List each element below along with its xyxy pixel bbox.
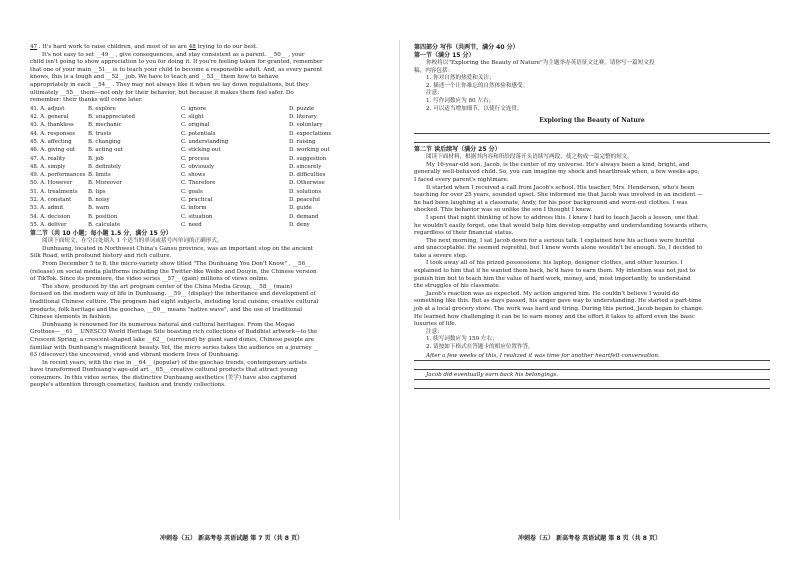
note-line: 1. 续写词数应为 150 左右； bbox=[426, 336, 498, 343]
option-d: D. deny bbox=[289, 221, 310, 228]
text-line: traditional Chinese culture. The program had eight subjects, including local cuisine, creative cultural bbox=[30, 298, 319, 305]
option-b: B. Moreover bbox=[88, 180, 122, 187]
text-line: Silk Road, with profound history and rich culture. bbox=[30, 253, 172, 260]
option-c: C. understanding bbox=[181, 138, 229, 145]
option-b: B. acting out bbox=[88, 147, 124, 154]
note-line: 2. 请按如下格式在答题卡的相应位置作答。 bbox=[426, 344, 534, 350]
answer-line bbox=[414, 381, 770, 389]
option-a: 55. A. deliver bbox=[30, 221, 67, 228]
option-d: D. solutions bbox=[289, 188, 322, 195]
text-line: appropriately in each __54__ . They may not always like it when we lay down regulations, but they bbox=[30, 81, 309, 88]
option-row bbox=[30, 222, 386, 229]
option-row bbox=[30, 214, 386, 221]
option-b: B. tips bbox=[88, 188, 106, 195]
page-footer: 冲刺卷（五） 新高考卷 英语试题 第 7 页（共 8 页） bbox=[160, 535, 303, 542]
page-footer: 冲刺卷（五） 新高考卷 英语试题 第 8 页（共 8 页） bbox=[518, 535, 661, 542]
text-line: the struggles of his classmate. bbox=[414, 283, 501, 290]
option-a: 53. A. admit bbox=[30, 205, 64, 212]
text-line: consumers. In this video series, the distinctive Dunhuang aesthetics (美学) have also captured bbox=[30, 374, 297, 381]
option-d: D. guide bbox=[289, 205, 312, 212]
text-line: remember: their thanks will come later. bbox=[30, 97, 143, 104]
option-d: D. voluntary bbox=[289, 122, 323, 129]
text-line: The show, produced by the art program center of the China Media Group, __58__ (main) bbox=[42, 283, 293, 290]
task-line: 1. 写作词数应为 80 左右； bbox=[426, 97, 495, 104]
option-d: D. literary bbox=[289, 114, 317, 121]
text-line: I faced every parent's nightmare. bbox=[414, 176, 509, 183]
blank-47: 47 bbox=[30, 44, 38, 50]
option-a: 52. A. constant bbox=[30, 197, 72, 204]
option-a: 51. A. treatments bbox=[30, 188, 78, 195]
text-line: ultimately __55__ them—not only for their behavior, but because it makes them feel safer. Do bbox=[30, 89, 294, 96]
option-b: B. calculate bbox=[88, 221, 121, 228]
cloze-paragraph bbox=[30, 52, 386, 105]
essay-title: Exploring the Beauty of Nature bbox=[539, 117, 645, 125]
text-line: regardless of their financial status. bbox=[414, 230, 514, 237]
text-line: products, folk heritage and the guochao, __60__ means "native wave", and the use of traditional bbox=[30, 306, 302, 313]
option-d: D. suggestion bbox=[289, 155, 327, 162]
text-line: have transformed Dunhuang's age-old art __65__ creative cultural products that attract young bbox=[30, 367, 298, 374]
note-line: 注意： bbox=[426, 328, 443, 335]
text-line: knows, this is a tough and __52__ job. We have to teach and __53__ them how to behave bbox=[30, 74, 279, 81]
part4-heading: 第四部分 写作（共两节，满分 40 分） bbox=[414, 44, 519, 51]
task-line: 2. 描述一个让你难忘的自然体验和感受。 bbox=[426, 82, 529, 89]
option-row bbox=[30, 180, 386, 187]
option-d: D. difficulties bbox=[289, 172, 326, 179]
option-c: C. shows bbox=[181, 172, 206, 179]
answer-line bbox=[414, 126, 770, 134]
text-line: 63 (discover) the uncovered, vivid and vibrant modern lives of Dunhuang. bbox=[30, 352, 240, 359]
task-line: 1. 你对自然的热爱和关注； bbox=[426, 75, 495, 82]
option-a: 44. A. responses bbox=[30, 130, 76, 137]
option-row bbox=[30, 189, 386, 196]
option-d: D. raising bbox=[289, 138, 316, 145]
section2-heading: 第二节（共 10 小题；每小题 1.5 分，满分 15 分） bbox=[30, 230, 172, 238]
text-line: take a severe step. bbox=[414, 252, 468, 259]
option-c: C. original bbox=[181, 122, 210, 129]
text-line: My 16-year-old son, Jacob, is the center of my universe. He's always been a kind, bright, and bbox=[426, 161, 690, 168]
task-line: 你校将以"Exploring the Beauty of Nature"为主题举办英语征文比赛。请你写一篇短文投 bbox=[426, 60, 655, 66]
text-line: It's not easy to set __49__ , give consequences, and stay consistent as a parent. __50__ , your bbox=[42, 51, 305, 58]
option-c: C. need bbox=[181, 221, 202, 228]
option-b: B. unappreciated bbox=[88, 114, 135, 121]
option-b: B. changing bbox=[88, 138, 121, 145]
text-line: Grottoes—__61__ UNESCO World Heritage Site boasting rich collections of Buddhist artwork—to the bbox=[30, 329, 318, 336]
text-line: Dunhuang, located in Northwest China's Gansu province, was an important stop on the ancient bbox=[42, 245, 314, 252]
option-b: B. warn bbox=[88, 205, 110, 212]
text-line: In recent years, with the rise in __64__ (popular) of the guochao trends, contemporary artists bbox=[42, 359, 307, 366]
writing-task-1 bbox=[414, 60, 770, 113]
text-line: job at a local grocery store. The work was hard and tiring. During this period, Jacob began to change. bbox=[414, 306, 704, 313]
option-a: 48. A. simply bbox=[30, 163, 66, 170]
text-line: focused on the modern way of life in Dunhuang. __59__ (display) the inheritance and development of bbox=[30, 291, 316, 298]
option-c: C. slight bbox=[181, 114, 204, 121]
option-a: 47. A. reality bbox=[30, 155, 66, 162]
option-c: C. inform bbox=[181, 205, 207, 212]
blank-48: 48 bbox=[188, 44, 196, 50]
continuation-notes bbox=[414, 329, 770, 352]
option-row bbox=[30, 156, 386, 163]
lead-text-a: . It's hard work to raise children, and most of us are bbox=[38, 44, 187, 50]
option-d: D. expectations bbox=[289, 130, 332, 137]
text-line: explained to him that if he wanted them back, he'd have to earn them. My intention was not just to bbox=[414, 268, 696, 275]
option-a: 45. A. affecting bbox=[30, 138, 72, 145]
option-c: C. process bbox=[181, 155, 210, 162]
option-d: D. working out bbox=[289, 147, 330, 154]
option-row bbox=[30, 131, 386, 138]
paragraph-prompt-1: After a few weeks of this, I realized it was time for another heartfelt conversation. bbox=[414, 352, 770, 361]
option-b: B. definitely bbox=[88, 163, 121, 170]
text-line: From December 5 to 8, the micro-variety show titled "The Dunhuang You Don't Know" , __56__ bbox=[42, 260, 311, 267]
option-row bbox=[30, 197, 386, 204]
option-c: C. ignore bbox=[181, 105, 207, 112]
option-c: C. sticking out bbox=[181, 147, 221, 154]
option-row bbox=[30, 139, 386, 146]
text-line: he had been laughing at a classmate, Andy, for his poor background and worn-out clothes. I was bbox=[414, 199, 688, 206]
option-d: D. Otherwise bbox=[289, 180, 325, 187]
text-line: Chinese elements in fashion. bbox=[30, 314, 112, 321]
option-a: 41. A. adjust bbox=[30, 105, 65, 112]
option-row bbox=[30, 205, 386, 212]
option-d: D. puzzle bbox=[289, 105, 315, 112]
option-b: B. limits bbox=[88, 172, 111, 179]
text-line: Jacob's reaction was as expected. My action angered him. He couldn't believe I would do bbox=[426, 290, 679, 297]
section2-instruction: 阅读下面材料，根据其内容和所给段落开头语续写两段，使之构成一篇完整的短文。 bbox=[426, 154, 633, 161]
right-page bbox=[400, 0, 800, 566]
grammar-passage bbox=[30, 246, 386, 390]
option-c: C. situation bbox=[181, 213, 213, 220]
option-b: B. explore bbox=[88, 105, 116, 112]
option-d: D. sincerely bbox=[289, 163, 322, 170]
option-row bbox=[30, 122, 386, 129]
lead-text-b: trying to do our best. bbox=[197, 44, 258, 50]
option-row bbox=[30, 106, 386, 113]
option-b: B. noisy bbox=[88, 197, 110, 204]
text-line: child isn't going to show appreciation to you for doing it. If you're feeling taken for granted, remember bbox=[30, 59, 323, 66]
option-a: 49. A. performances bbox=[30, 172, 86, 179]
option-a: 43. A. thankless bbox=[30, 122, 74, 129]
text-line: Crescent Spring, a crescent-shaped lake __62__ (surround) by giant sand dunes, Chinese people are bbox=[30, 336, 315, 343]
option-b: B. trusts bbox=[88, 130, 112, 137]
text-line: that one of your main __51__ is to teach your child to become a responsible adult. And, as every parent bbox=[30, 66, 323, 73]
text-line: something like this. But as days passed, his anger gave way to understanding. He started a part-time bbox=[414, 298, 702, 305]
text-line: shocked. This behavior was so unlike the son I thought I knew. bbox=[414, 207, 592, 214]
text-line: generally well-behaved child. So, you can imagine my shock and heartbreak when, a few weeks ago, bbox=[414, 169, 700, 176]
text-line: familiar with Dunhuang's magnificent beauty. Yet, the micro series takes the audience on a journey __ bbox=[30, 344, 320, 351]
text-line: Dunhuang is renowned for its numerous natural and cultural heritages. From the Mogao bbox=[42, 321, 295, 328]
text-line: He learned how challenging it can be to earn money and the effort it takes to afford even the basic bbox=[414, 313, 695, 320]
task-line: 注意： bbox=[426, 90, 443, 97]
option-c: C. goals bbox=[181, 188, 203, 195]
option-a: 46. A. giving out bbox=[30, 147, 76, 154]
text-line: It started when I received a call from Jacob's school. His teacher, Mrs. Henderson, who's been bbox=[426, 184, 695, 191]
option-c: C. potentials bbox=[181, 130, 216, 137]
lead-line bbox=[30, 44, 386, 52]
option-b: B. position bbox=[88, 213, 118, 220]
text-line: I took away all of his prized possessions: his laptop, designer clothes, and other luxuries. I bbox=[426, 260, 683, 267]
task-line: 稿，内容包括： bbox=[414, 67, 454, 74]
option-b: B. mechanic bbox=[88, 122, 122, 129]
option-d: D. demand bbox=[289, 213, 319, 220]
option-row bbox=[30, 164, 386, 171]
option-row bbox=[30, 114, 386, 121]
options-table bbox=[30, 106, 386, 229]
text-line: he wouldn't easily forget, one that would help him develop empathy and understanding towards others, bbox=[414, 222, 709, 229]
text-line: and unacceptable. He seemed regretful, but I knew words alone wouldn't be enough. So, I decided to bbox=[414, 245, 703, 252]
option-a: 42. A. general bbox=[30, 114, 69, 121]
text-line: punish him but to teach him the value of hard work, money, and, most importantly, to understand bbox=[414, 275, 691, 282]
option-c: C. Therefore bbox=[181, 180, 216, 187]
paragraph-prompt-2: Jacob did eventually earn back his belongings. bbox=[414, 371, 770, 380]
text-line: (release) on social media platforms including the Twitter-like Weibo and Douyin, the Chinese version bbox=[30, 268, 317, 275]
section2-instruction: 阅读下面短文，在空白处填入 1 个适当的单词或括号内单词的正确形式。 bbox=[42, 238, 223, 245]
answer-line bbox=[414, 362, 770, 370]
answer-line bbox=[414, 135, 770, 143]
option-a: 54. A. decision bbox=[30, 213, 71, 220]
text-line: I spent that night thinking of how to address this. I knew I had to teach Jacob a lesson, one that bbox=[426, 214, 699, 221]
option-a: 50. A. However bbox=[30, 180, 73, 187]
task-line: 2. 可以适当增加细节，以使行文连贯。 bbox=[426, 105, 523, 112]
text-line: people's attention through cosmetics, fashion and trendy collections. bbox=[30, 382, 226, 389]
section2-heading: 第二节 读后续写（满分 25 分） bbox=[414, 146, 501, 154]
text-line: luxuries of life. bbox=[414, 321, 457, 328]
text-line: teaching for over 25 years, sounded upset. She informed me that Jacob was involved in an incident — bbox=[414, 192, 703, 199]
option-d: D. peaceful bbox=[289, 197, 320, 204]
option-row bbox=[30, 147, 386, 154]
text-line: of TikTok. Since its premiere, the video series __57__ (gain) millions of views online. bbox=[30, 276, 269, 283]
option-b: B. job bbox=[88, 155, 104, 162]
option-row bbox=[30, 172, 386, 179]
story-passage bbox=[414, 162, 770, 329]
option-c: C. obviously bbox=[181, 163, 215, 170]
section1-heading: 第一节（满分 15 分） bbox=[414, 52, 475, 59]
text-line: The next morning, I sat Jacob down for a serious talk. I explained how his actions were hurtful bbox=[426, 237, 695, 244]
option-c: C. practical bbox=[181, 197, 213, 204]
